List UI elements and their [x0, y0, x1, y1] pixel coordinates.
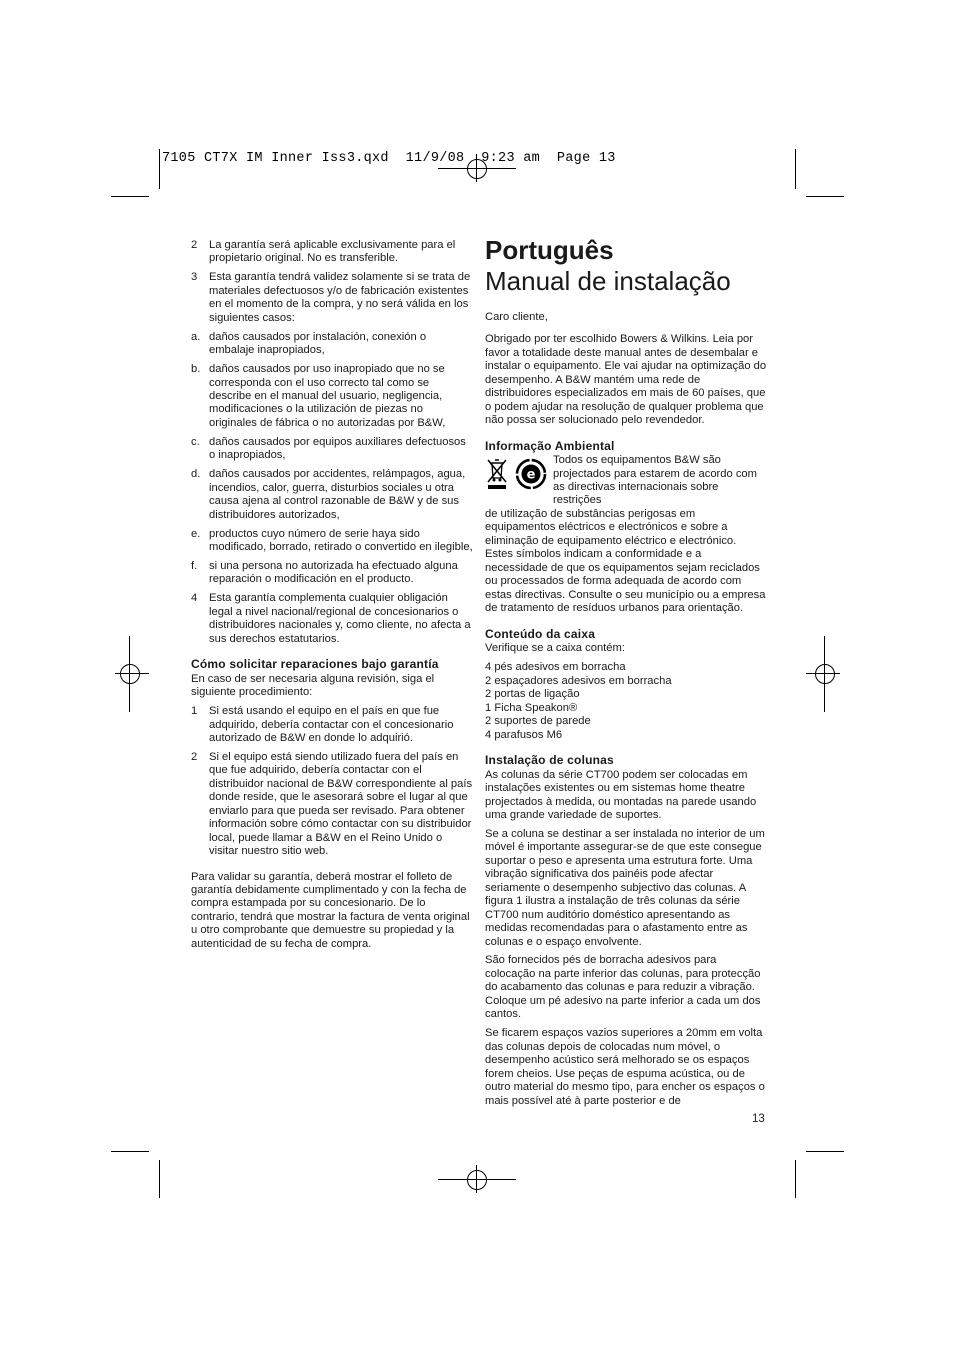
china-rohs-e-icon [515, 458, 547, 490]
paragraph: Se ficarem espaços vazios superiores a 20mm em volta das colunas depois de colocadas num móvel, o desempenho acústico será melhorado se os espaços forem cheios. Use peças de espuma acústica, ou de outro material do mesmo tipo, para encher os espaços o mais possível até à parte posterior e de [485, 1027, 765, 1107]
list-item: 4 parafusos M6 [485, 728, 563, 741]
section-heading-warranty-repairs: Cómo solicitar reparaciones bajo garantía [191, 657, 439, 672]
crop-mark-tr-v [795, 149, 796, 189]
greeting: Caro cliente, [485, 311, 548, 323]
paragraph: Verifique se a caixa contém: [485, 641, 625, 654]
env-text-lines: Todos os equipamentos B&W são projectados para estarem de acordo com as directivas internacionais sobre restrições [553, 454, 757, 507]
crop-mark-tl-v [159, 149, 160, 189]
page-title: Português [485, 235, 614, 265]
list-item: 2 portas de ligação [485, 688, 580, 701]
section-heading-installation: Instalação de colunas [485, 753, 614, 768]
right-column [485, 235, 767, 1113]
page-number: 13 [752, 1113, 765, 1125]
paragraph: As colunas da série CT700 podem ser colocadas em instalações existentes ou em sistemas home theatre projectados à medida, ou montadas na parede usando uma grande variedade de suportes. [485, 768, 757, 821]
left-column [191, 239, 473, 957]
section-heading-environmental: Informação Ambiental [485, 438, 615, 453]
page-subtitle: Manual de instalação [485, 266, 731, 296]
list-item: 1 Ficha Speakon® [485, 701, 578, 714]
list-item: f. si una persona no autorizada ha efectuado alguna reparación o modificación en el producto. [191, 560, 458, 586]
environmental-section [485, 454, 767, 615]
list-item: 2 suportes de parede [485, 715, 591, 728]
crop-mark-bl-v [159, 1160, 160, 1198]
list-item: b. daños causados por uso inapropiado que no se corresponda con el uso correcto tal como se describe en el manual del usuario, negligencia, modificaciones o la utilización de piezas no originales de fábrica o no autorizadas por B&W, [191, 363, 446, 429]
list-item: 4 pés adesivos em borracha [485, 661, 626, 674]
paragraph: Obrigado por ter escolhido Bowers & Wilkins. Leia por favor a totalidade deste manual antes de desembalar e instalar o equipamento. Ele vai ajudar na optimização do desempenho. A B&W mantém uma rede de distribuidores especializados em mais de 60 países, que o podem ajudar na resolução de qualquer problema que não possa ser solucionado pelo revendedor. [485, 333, 767, 427]
paragraph: En caso de ser necesaria alguna revisión, siga el siguiente procedimiento: [191, 672, 435, 699]
section-heading-box-contents: Conteúdo da caixa [485, 626, 596, 641]
paragraph: de utilização de substâncias perigosas em equipamentos eléctricos e electrónicos e sobre a eliminação de equipamento eléctrico e electrónico. Estes símbolos indicam a conformidade e a necessidade de que os equipamentos sejam reciclados ou processados de forma adequada de acordo com estas directivas. Consulte o seu município ou a empresa de tratamento de resíduos urbanos para orientação. [485, 507, 766, 615]
crop-mark-tr-h [806, 196, 844, 197]
compliance-icons [485, 456, 549, 492]
list-item: a. daños causados por instalación, conexión o embalaje inapropiados, [191, 330, 427, 357]
list-item: e. productos cuyo número de serie haya sido modificado, borrado, retirado o convertido en ilegible, [191, 527, 473, 554]
crop-mark-br-h [806, 1151, 844, 1152]
crop-mark-br-v [795, 1160, 796, 1198]
list-item: 2 espaçadores adesivos em borracha [485, 674, 672, 687]
paragraph: São fornecidos pés de borracha adesivos para colocação na parte inferior das colunas, para protecção do acabamento das colunas e para reduzir a vibração. Coloque um pé adesivo na parte inferior a cada um dos cantos. [485, 954, 761, 1021]
contents-list [485, 661, 767, 742]
list-item: 1 Si está usando el equipo en el país en que fue adquirido, debería contactar con el concesionario autorizado de B&W en donde lo adquirió. [191, 705, 454, 744]
paragraph: Se a coluna se destinar a ser instalada no interior de um móvel é importante assegurar-se de que este consegue suportar o peso e apresenta uma estrutura forte. Uma vibração significativa dos painéis pode afectar seriamente o desempenho subjectivo das colunas. A figura 1 ilustra a instalação de três colunas da série CT700 num auditório doméstico apresentando as medidas recomendadas para o afastamento entre as colunas e o espaço envolvente. [485, 827, 765, 948]
list-item: 3 Esta garantía tendrá validez solamente si se trata de materiales defectuosos y/o de fabricación existentes en el momento de la compra, y no será válida en los siguientes casos: [191, 271, 471, 324]
weee-crossed-bin-icon [485, 456, 509, 490]
list-item: c. daños causados por equipos auxiliares defectuosos o inapropiados, [191, 435, 466, 462]
crop-mark-tl-h [111, 196, 149, 197]
svg-text:e: e [526, 467, 536, 483]
warranty-conditions [191, 239, 473, 646]
list-item: 4 Esta garantía complementa cualquier obligación legal a nivel nacional/regional de concesionarios o distribuidores nacionales y, como cliente, no afecta a sus derechos estatutarios. [191, 592, 471, 645]
list-item: 2 Si el equipo está siendo utilizado fuera del país en que fue adquirido, debería contactar con el distribuidor nacional de B&W correspondiente al país donde reside, que le asesorará sobre el lugar al que enviarlo para que pueda ser revisado. Para obtener información sobre cómo contactar con su distribuidor local, puede llamar a B&W en el Reino Unido o visitar nuestro sitio web. [191, 750, 473, 858]
paragraph: Para validar su garantía, deberá mostrar el folleto de garantía debidamente cumplimentado y con la fecha de compra estampada por su concesionario. De lo contrario, tendrá que mostrar la factura de venta original u otro comprobante que demuestre su propiedad y la autenticidad de su fecha de compra. [191, 870, 470, 950]
crop-mark-bl-h [111, 1151, 149, 1152]
print-slug: 7105 CT7X IM Inner Iss3.qxd 11/9/08 9:23 am Page 13 [162, 151, 616, 166]
list-item: d. daños causados por accidentes, relámpagos, agua, incendios, calor, guerra, disturbios sociales u otra causa ajena al control razonable de B&W y de sus distribuidores autorizados, [191, 468, 466, 521]
list-item: 2 La garantía será aplicable exclusivamente para el propietario original. No es transferible. [191, 239, 456, 265]
